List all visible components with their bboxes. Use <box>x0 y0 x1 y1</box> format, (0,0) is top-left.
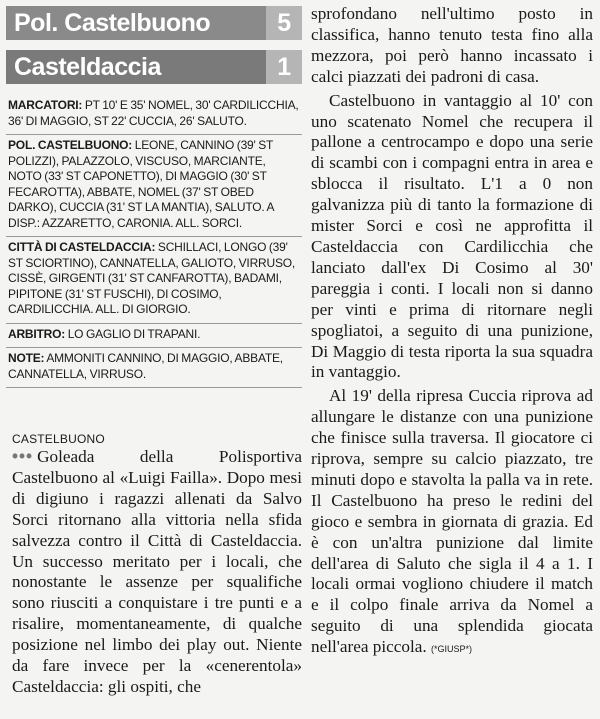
article-paragraph-3 <box>311 386 593 660</box>
arbitro-text: LO GAGLIO DI TRAPANI. <box>67 326 201 341</box>
note-text: AMMONITI CANNINO, DI MAGGIO, ABBATE, CANNATELLA, VIRRUSO. <box>8 351 283 381</box>
right-column <box>311 4 593 663</box>
away-scoreboard <box>6 50 302 84</box>
castelbuono-lineup-section <box>6 135 302 237</box>
castelbuono-lineup: LEONE, CANNINO (39' ST POLIZZI), PALAZZOLO, VISCUSO, MARCIANTE, NOTO (33' ST CAPONETTO), DI MAGGIO (30' ST FECAROTTA), ABBATE, NOMEL (37' ST OBED DARKO), CUCCIA (31' ST LA MANTIA), SALUTO. A DISP.: AZZARETTO, CARONIA. ALL. SORCI. <box>8 138 274 230</box>
home-team-name: Pol. Castelbuono <box>14 9 211 37</box>
article-left-paragraph <box>6 446 302 698</box>
home-scoreboard <box>6 6 302 40</box>
author-credit: (*GIUSP*) <box>431 644 473 655</box>
dateline: CASTELBUONO <box>12 432 105 446</box>
left-paragraph-text: Goleada della Polisportiva Castelbuono al «Luigi Failla». Dopo mesi di digiuno i ragazzi allenati da Salvo Sorci ritornano alla vittoria nella sfida salvezza contro il Città di Casteldaccia. Un successo meritato per i locali, che nonostante le assenze per squalifiche sono riusciti a conquistare i tre punti e a risalire, momentaneamente, di qualche posizione nel limbo dei play out. Niente da fare invece per la «cenerentola» Casteldaccia: gli ospiti, che <box>12 447 302 696</box>
casteldaccia-label: CITTÀ DI CASTELDACCIA: <box>8 240 156 254</box>
home-score: 5 <box>266 6 302 40</box>
marcatori-label: MARCATORI: <box>8 98 83 112</box>
casteldaccia-lineup-section <box>6 237 302 324</box>
note-section <box>6 348 302 388</box>
marcatori-text: PT 10' E 35' NOMEL, 30' CARDILICCHIA, 36' DI MAGGIO, ST 22' CUCCIA, 26' SALUTO. <box>8 98 299 128</box>
article-paragraph-1: sprofondano nell'ultimo posto in classifica, hanno tenuto testa fino alla mezzora, poi però hanno incassato i calci piazzati dei padroni di casa. <box>311 4 593 86</box>
arbitro-section <box>6 324 302 349</box>
arbitro-label: ARBITRO: <box>8 326 66 341</box>
left-column <box>6 6 302 698</box>
note-label: NOTE: <box>8 351 45 365</box>
match-box <box>6 84 302 388</box>
paragraph-3-text: Al 19' della ripresa Cuccia riprova ad allungare le distanze con una punizione che finisce sulla traversa. Il giocatore ci riprova, sempre su calcio piazzato, tre minuti dopo e stavolta la palla va in rete. Il Castelbuono ha preso le redini del gioco e sembra in giornata di grazia. Ed è con un'altra punizione dal limite dell'area di Saluto che sigla il 4 a 1. I locali ormai vogliono chiudere il match e il colpo finale arriva da Nomel a seguito di una splendida giocata nell'area piccola. <box>311 386 593 657</box>
away-team-name: Casteldaccia <box>14 53 161 81</box>
article-paragraph-2: Castelbuono in vantaggio al 10' con uno scatenato Nomel che recupera il pallone a centrocampo e dopo una serie di scambi con i compagni entra in area e sblocca il risultato. L'1 a 0 non galvanizza più di tanto la formazione di mister Sorci e così ne approfitta il Casteldaccia con Cardilicchia che lanciato dall'ex Di Cosimo al 30' pareggia i conti. I locali non si danno per vinti e prima di ritornare negli spogliatoi, a seguito di una punizione, Di Maggio di testa riporta la sua squadra in vantaggio. <box>311 90 593 382</box>
bullet-marker: ••• <box>12 446 34 466</box>
castelbuono-label: POL. CASTELBUONO: <box>8 138 133 152</box>
away-score: 1 <box>266 50 302 84</box>
casteldaccia-lineup: SCHILLACI, LONGO (39' ST SCIORTINO), CANNATELLA, GALIOTO, VIRRUSO, CISSÈ, GIRGENTI (31' ST CANFAROTTA), BADAMI, PIPITONE (31' ST FUSCHI), DI COSIMO, CARDILICCHIA. ALL. DI GIORGIO. <box>8 240 296 316</box>
marcatori-section <box>6 84 302 135</box>
